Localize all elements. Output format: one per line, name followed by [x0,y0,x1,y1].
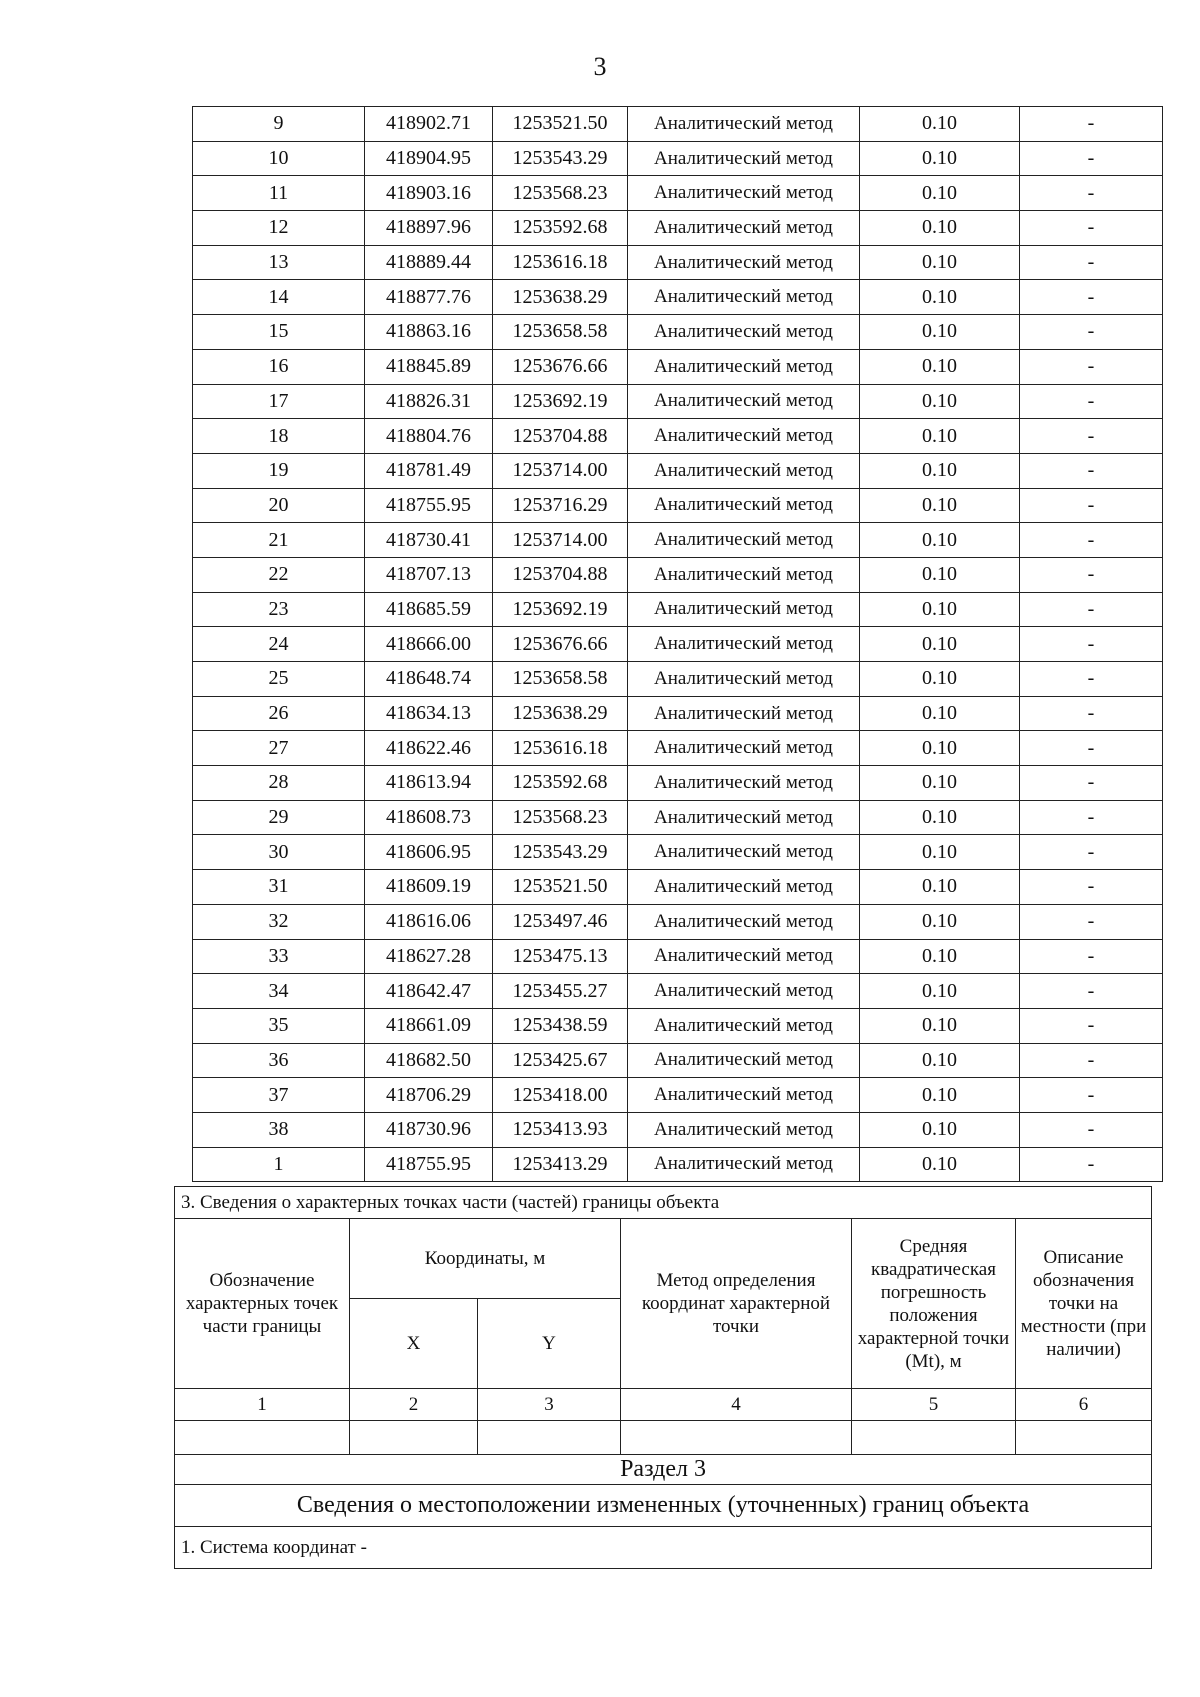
coord-x: 418616.06 [365,904,493,939]
coord-y: 1253592.68 [493,211,628,246]
error-cell: 0.10 [860,523,1020,558]
table-row [193,211,1163,246]
coord-x: 418608.73 [365,800,493,835]
coord-y: 1253475.13 [493,939,628,974]
error-cell: 0.10 [860,904,1020,939]
coord-y: 1253616.18 [493,245,628,280]
empty-cell [852,1421,1016,1455]
method-cell: Аналитический метод [628,384,860,419]
method-cell: Аналитический метод [628,766,860,801]
point-number: 24 [193,627,365,662]
coord-y: 1253658.58 [493,315,628,350]
method-cell: Аналитический метод [628,141,860,176]
column-number: 4 [621,1389,852,1421]
description-cell: - [1020,384,1163,419]
error-cell: 0.10 [860,696,1020,731]
parts-section-title: 3. Сведения о характерных точках части (частей) границы объекта [175,1187,1152,1219]
table-row [193,1112,1163,1147]
section-heading: Раздел 3 [175,1455,1152,1485]
description-cell: - [1020,1043,1163,1078]
point-number: 22 [193,557,365,592]
section-subheading: Сведения о местоположении измененных (уточненных) границ объекта [175,1485,1152,1527]
method-cell: Аналитический метод [628,662,860,697]
method-cell: Аналитический метод [628,870,860,905]
table-row [193,904,1163,939]
empty-cell [478,1421,621,1455]
point-number: 32 [193,904,365,939]
coord-y: 1253543.29 [493,141,628,176]
point-number: 9 [193,107,365,142]
coord-x: 418863.16 [365,315,493,350]
header-designation: Обозначение характерных точек части границы [175,1219,350,1389]
point-number: 38 [193,1112,365,1147]
coord-x: 418685.59 [365,592,493,627]
method-cell: Аналитический метод [628,800,860,835]
method-cell: Аналитический метод [628,627,860,662]
method-cell: Аналитический метод [628,1112,860,1147]
parts-table [174,1186,1152,1569]
method-cell: Аналитический метод [628,835,860,870]
table-row [193,315,1163,350]
description-cell: - [1020,627,1163,662]
description-cell: - [1020,453,1163,488]
error-cell: 0.10 [860,974,1020,1009]
coord-x: 418826.31 [365,384,493,419]
point-number: 18 [193,419,365,454]
coord-x: 418634.13 [365,696,493,731]
coord-x: 418804.76 [365,419,493,454]
point-number: 20 [193,488,365,523]
coord-y: 1253413.29 [493,1147,628,1182]
error-cell: 0.10 [860,349,1020,384]
method-cell: Аналитический метод [628,488,860,523]
method-cell: Аналитический метод [628,453,860,488]
error-cell: 0.10 [860,731,1020,766]
description-cell: - [1020,107,1163,142]
coord-x: 418889.44 [365,245,493,280]
description-cell: - [1020,557,1163,592]
coord-y: 1253692.19 [493,384,628,419]
description-cell: - [1020,280,1163,315]
point-number: 1 [193,1147,365,1182]
coord-x: 418730.96 [365,1112,493,1147]
description-cell: - [1020,315,1163,350]
table-row [193,107,1163,142]
column-number: 6 [1016,1389,1152,1421]
error-cell: 0.10 [860,939,1020,974]
method-cell: Аналитический метод [628,1008,860,1043]
coord-x: 418897.96 [365,211,493,246]
method-cell: Аналитический метод [628,974,860,1009]
point-number: 11 [193,176,365,211]
description-cell: - [1020,592,1163,627]
coord-y: 1253543.29 [493,835,628,870]
coord-y: 1253714.00 [493,453,628,488]
coord-x: 418877.76 [365,280,493,315]
coord-x: 418902.71 [365,107,493,142]
table-row [193,766,1163,801]
error-cell: 0.10 [860,245,1020,280]
column-number: 1 [175,1389,350,1421]
coord-x: 418781.49 [365,453,493,488]
description-cell: - [1020,488,1163,523]
point-number: 25 [193,662,365,697]
table-row [193,1008,1163,1043]
point-number: 16 [193,349,365,384]
coord-y: 1253638.29 [493,696,628,731]
table-row [193,627,1163,662]
table-row [193,557,1163,592]
empty-row [175,1421,1152,1455]
method-cell: Аналитический метод [628,176,860,211]
table-row [193,731,1163,766]
coord-x: 418755.95 [365,488,493,523]
coord-x: 418845.89 [365,349,493,384]
header-description: Описание обозначения точки на местности (при наличии) [1016,1219,1152,1389]
error-cell: 0.10 [860,870,1020,905]
error-cell: 0.10 [860,488,1020,523]
coord-y: 1253418.00 [493,1078,628,1113]
coord-y: 1253704.88 [493,419,628,454]
page-number: 3 [593,52,607,81]
description-cell: - [1020,1008,1163,1043]
description-cell: - [1020,245,1163,280]
coord-y: 1253658.58 [493,662,628,697]
table-row [193,384,1163,419]
coord-x: 418666.00 [365,627,493,662]
coord-x: 418642.47 [365,974,493,1009]
point-number: 19 [193,453,365,488]
error-cell: 0.10 [860,557,1020,592]
column-number: 2 [350,1389,478,1421]
description-cell: - [1020,1078,1163,1113]
error-cell: 0.10 [860,835,1020,870]
coord-x: 418755.95 [365,1147,493,1182]
coord-x: 418904.95 [365,141,493,176]
error-cell: 0.10 [860,107,1020,142]
description-cell: - [1020,835,1163,870]
point-number: 36 [193,1043,365,1078]
description-cell: - [1020,176,1163,211]
coord-y: 1253692.19 [493,592,628,627]
table-row [193,453,1163,488]
table-row [193,870,1163,905]
error-cell: 0.10 [860,315,1020,350]
description-cell: - [1020,974,1163,1009]
column-number: 5 [852,1389,1016,1421]
point-number: 27 [193,731,365,766]
error-cell: 0.10 [860,419,1020,454]
description-cell: - [1020,141,1163,176]
description-cell: - [1020,870,1163,905]
coord-x: 418627.28 [365,939,493,974]
coord-x: 418613.94 [365,766,493,801]
column-numbers-row [175,1389,1152,1421]
point-number: 17 [193,384,365,419]
table-row [193,488,1163,523]
table-row [193,974,1163,1009]
method-cell: Аналитический метод [628,419,860,454]
error-cell: 0.10 [860,1147,1020,1182]
description-cell: - [1020,662,1163,697]
coord-y: 1253568.23 [493,176,628,211]
method-cell: Аналитический метод [628,315,860,350]
description-cell: - [1020,731,1163,766]
method-cell: Аналитический метод [628,211,860,246]
description-cell: - [1020,349,1163,384]
empty-cell [1016,1421,1152,1455]
coord-y: 1253568.23 [493,800,628,835]
method-cell: Аналитический метод [628,904,860,939]
coord-x: 418609.19 [365,870,493,905]
point-number: 14 [193,280,365,315]
description-cell: - [1020,211,1163,246]
point-number: 33 [193,939,365,974]
table-row [193,245,1163,280]
header-coordinates: Координаты, м [350,1219,621,1299]
coord-y: 1253455.27 [493,974,628,1009]
column-number: 3 [478,1389,621,1421]
table-row [193,800,1163,835]
coord-y: 1253425.67 [493,1043,628,1078]
point-number: 29 [193,800,365,835]
description-cell: - [1020,523,1163,558]
description-cell: - [1020,800,1163,835]
coordinate-system: 1. Система координат - [175,1527,1152,1569]
method-cell: Аналитический метод [628,939,860,974]
coord-x: 418606.95 [365,835,493,870]
point-number: 23 [193,592,365,627]
point-number: 26 [193,696,365,731]
point-number: 37 [193,1078,365,1113]
method-cell: Аналитический метод [628,523,860,558]
point-number: 34 [193,974,365,1009]
coord-x: 418903.16 [365,176,493,211]
coord-y: 1253638.29 [493,280,628,315]
table-row [193,523,1163,558]
coord-x: 418682.50 [365,1043,493,1078]
coord-y: 1253413.93 [493,1112,628,1147]
empty-cell [175,1421,350,1455]
method-cell: Аналитический метод [628,1043,860,1078]
description-cell: - [1020,939,1163,974]
coord-x: 418730.41 [365,523,493,558]
method-cell: Аналитический метод [628,280,860,315]
description-cell: - [1020,1147,1163,1182]
coord-y: 1253521.50 [493,107,628,142]
description-cell: - [1020,766,1163,801]
coord-y: 1253616.18 [493,731,628,766]
table-row [193,662,1163,697]
method-cell: Аналитический метод [628,696,860,731]
error-cell: 0.10 [860,1008,1020,1043]
table-row [193,1043,1163,1078]
point-number: 30 [193,835,365,870]
error-cell: 0.10 [860,280,1020,315]
coord-x: 418622.46 [365,731,493,766]
point-number: 10 [193,141,365,176]
table-row [193,1078,1163,1113]
empty-cell [621,1421,852,1455]
coordinates-table [192,106,1163,1182]
header-x: X [350,1299,478,1389]
point-number: 31 [193,870,365,905]
coord-y: 1253676.66 [493,349,628,384]
table-row [193,419,1163,454]
coord-x: 418706.29 [365,1078,493,1113]
coord-y: 1253704.88 [493,557,628,592]
table-row [193,835,1163,870]
error-cell: 0.10 [860,141,1020,176]
method-cell: Аналитический метод [628,557,860,592]
coord-x: 418648.74 [365,662,493,697]
table-row [193,592,1163,627]
description-cell: - [1020,904,1163,939]
table-row [193,696,1163,731]
method-cell: Аналитический метод [628,349,860,384]
point-number: 35 [193,1008,365,1043]
table-row [193,349,1163,384]
error-cell: 0.10 [860,176,1020,211]
error-cell: 0.10 [860,766,1020,801]
point-number: 13 [193,245,365,280]
coord-y: 1253714.00 [493,523,628,558]
error-cell: 0.10 [860,1043,1020,1078]
coord-x: 418661.09 [365,1008,493,1043]
error-cell: 0.10 [860,384,1020,419]
header-method: Метод определения координат характерной точки [621,1219,852,1389]
point-number: 15 [193,315,365,350]
method-cell: Аналитический метод [628,1147,860,1182]
table-row [193,939,1163,974]
error-cell: 0.10 [860,453,1020,488]
coordinates-table-body [193,107,1163,1182]
header-error: Средняя квадратическая погрешность положения характерной точки (Mt), м [852,1219,1016,1389]
coord-x: 418707.13 [365,557,493,592]
error-cell: 0.10 [860,1112,1020,1147]
coord-y: 1253521.50 [493,870,628,905]
error-cell: 0.10 [860,662,1020,697]
description-cell: - [1020,696,1163,731]
method-cell: Аналитический метод [628,1078,860,1113]
coord-y: 1253592.68 [493,766,628,801]
description-cell: - [1020,419,1163,454]
point-number: 28 [193,766,365,801]
method-cell: Аналитический метод [628,731,860,766]
coord-y: 1253676.66 [493,627,628,662]
error-cell: 0.10 [860,1078,1020,1113]
table-row [193,176,1163,211]
point-number: 12 [193,211,365,246]
header-y: Y [478,1299,621,1389]
empty-cell [350,1421,478,1455]
coord-y: 1253438.59 [493,1008,628,1043]
table-row [193,141,1163,176]
coord-y: 1253497.46 [493,904,628,939]
coord-y: 1253716.29 [493,488,628,523]
table-row [193,280,1163,315]
error-cell: 0.10 [860,592,1020,627]
point-number: 21 [193,523,365,558]
error-cell: 0.10 [860,800,1020,835]
method-cell: Аналитический метод [628,592,860,627]
method-cell: Аналитический метод [628,245,860,280]
table-row [193,1147,1163,1182]
error-cell: 0.10 [860,211,1020,246]
description-cell: - [1020,1112,1163,1147]
error-cell: 0.10 [860,627,1020,662]
method-cell: Аналитический метод [628,107,860,142]
